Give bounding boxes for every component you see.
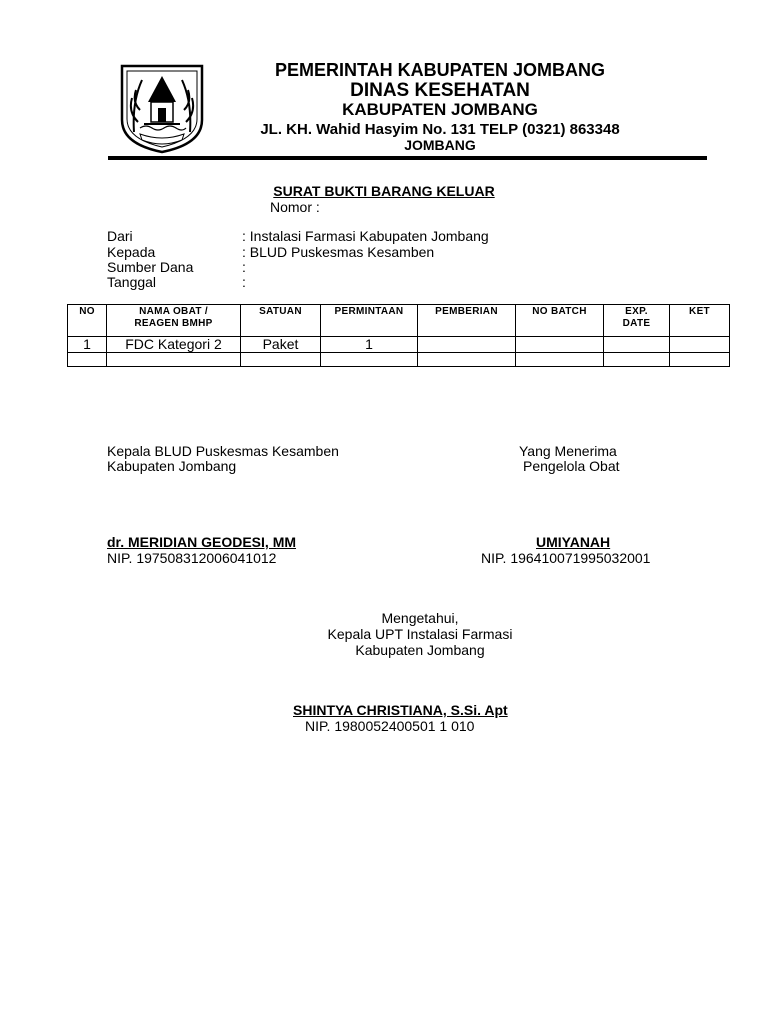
right-signer-nip: NIP. 196410071995032001 xyxy=(481,550,651,566)
table-cell xyxy=(604,337,670,353)
center-signer-title-3: Kabupaten Jombang xyxy=(355,642,485,658)
center-signer-title-2: Kepala UPT Instalasi Farmasi xyxy=(327,626,513,642)
right-signer-title-2: Pengelola Obat xyxy=(523,458,620,474)
field-value-sumber-dana: : xyxy=(242,259,246,275)
header-line-3: KABUPATEN JOMBANG xyxy=(342,100,538,119)
table-cell: Paket xyxy=(241,337,321,353)
field-label-dari: Dari xyxy=(107,228,133,244)
table-cell xyxy=(604,353,670,367)
column-header-pemberian: PEMBERIAN xyxy=(418,305,516,337)
table-header-row xyxy=(68,305,730,337)
table-cell xyxy=(670,353,730,367)
table-cell xyxy=(418,353,516,367)
left-signer-title-1: Kepala BLUD Puskesmas Kesamben xyxy=(107,443,339,459)
table-cell xyxy=(516,337,604,353)
right-signer-name: UMIYANAH xyxy=(536,534,611,550)
table-cell: FDC Kategori 2 xyxy=(107,337,241,353)
table-cell xyxy=(516,353,604,367)
column-header-no-batch: NO BATCH xyxy=(516,305,604,337)
left-signer-title-2: Kabupaten Jombang xyxy=(107,458,237,474)
items-table xyxy=(67,304,730,367)
table-row xyxy=(68,353,730,367)
field-label-sumber-dana: Sumber Dana xyxy=(107,259,194,275)
center-signer-name: SHINTYA CHRISTIANA, S.Si. Apt xyxy=(293,702,508,718)
table-cell: 1 xyxy=(68,337,107,353)
field-label-kepada: Kepada xyxy=(107,244,156,260)
header-divider xyxy=(108,156,707,160)
column-header-satuan: SATUAN xyxy=(241,305,321,337)
right-signer-title-1: Yang Menerima xyxy=(519,443,617,459)
table-cell xyxy=(670,337,730,353)
table-row xyxy=(68,337,730,353)
column-header-exp-date xyxy=(604,305,670,337)
table-cell: 1 xyxy=(321,337,418,353)
jombang-coat-of-arms-icon xyxy=(118,62,206,154)
table-cell xyxy=(68,353,107,367)
center-signer-title-1: Mengetahui, xyxy=(381,610,459,626)
table-cell xyxy=(107,353,241,367)
center-signer-nip: NIP. 1980052400501 1 010 xyxy=(305,718,475,734)
column-header-ket: KET xyxy=(670,305,730,337)
left-signer-nip: NIP. 197508312006041012 xyxy=(107,550,277,566)
field-value-tanggal: : xyxy=(242,274,246,290)
column-header-exp-date-text: EXP. DATE xyxy=(622,306,651,329)
column-header-no: NO xyxy=(68,305,107,337)
document-number-label: Nomor : xyxy=(270,199,320,215)
column-header-permintaan: PERMINTAAN xyxy=(321,305,418,337)
field-label-tanggal: Tanggal xyxy=(107,274,157,290)
field-value-kepada: : BLUD Puskesmas Kesamben xyxy=(242,244,435,260)
left-signer-name: dr. MERIDIAN GEODESI, MM xyxy=(107,534,297,550)
table-cell xyxy=(321,353,418,367)
document-title: SURAT BUKTI BARANG KELUAR xyxy=(273,183,495,199)
field-value-dari: : Instalasi Farmasi Kabupaten Jombang xyxy=(242,228,489,244)
table-cell xyxy=(418,337,516,353)
header-line-2: DINAS KESEHATAN xyxy=(350,80,530,101)
header-address: JL. KH. Wahid Hasyim No. 131 TELP (0321) 863348 xyxy=(260,121,620,138)
column-header-nama-obat-text: NAMA OBAT / REAGEN BMHP xyxy=(134,306,213,329)
header-city: JOMBANG xyxy=(404,137,476,153)
column-header-nama-obat xyxy=(107,305,241,337)
table-cell xyxy=(241,353,321,367)
header-line-1: PEMERINTAH KABUPATEN JOMBANG xyxy=(274,60,605,80)
